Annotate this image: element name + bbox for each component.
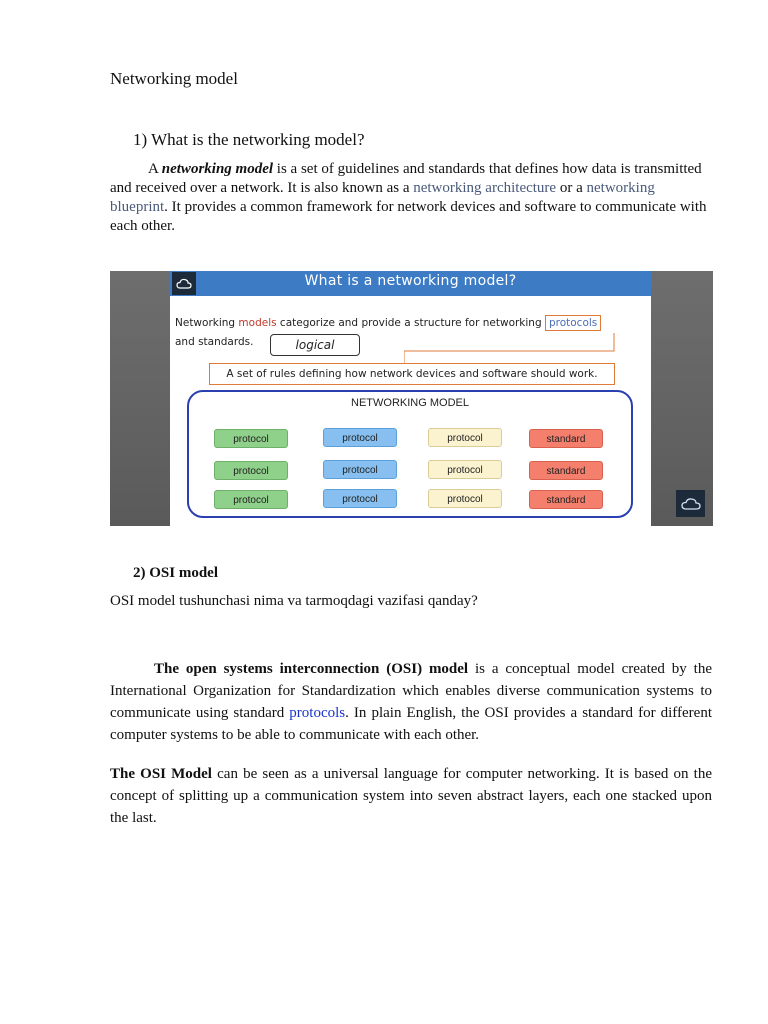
- slide-text-line-1: [175, 317, 601, 329]
- p1-text-a: A: [148, 161, 162, 177]
- p4-text-a: can be seen as a universal language for computer networking. It is based on the concept of splitting up a communication system into seven abstract layers, each one stacked upon the last.: [110, 766, 712, 826]
- model-cell: protocol: [428, 489, 502, 508]
- p1-text-c: or a: [556, 180, 587, 196]
- model-cell: protocol: [323, 428, 397, 447]
- paragraph-osi-definition: [110, 658, 712, 746]
- slide-text: categorize and provide a structure for networking: [276, 317, 545, 329]
- p3-text-a: is a conceptual model created by the International Organization for Standardization which enables diverse communication systems to communicate using standard: [110, 661, 712, 721]
- p3-term: The open systems interconnection (OSI) model: [154, 661, 469, 677]
- model-cell: protocol: [428, 460, 502, 479]
- p1-term: networking model: [161, 161, 274, 177]
- p3-text-b: . In plain English, the OSI provides a standard for different computer systems to be able to communicate with each other.: [110, 705, 712, 743]
- p1-text-d: . It provides a common framework for network devices and software to communicate with each other.: [110, 199, 707, 234]
- p4-term: The OSI Model: [110, 766, 212, 782]
- section-heading-2: 2) OSI model: [133, 565, 219, 581]
- cloud-watermark-icon: [676, 490, 705, 517]
- paragraph-osi-layers: [110, 763, 712, 829]
- slide-word-protocols: protocols: [545, 315, 601, 331]
- model-cell: protocol: [214, 429, 288, 448]
- paragraph-networking-model: [110, 160, 710, 236]
- slide-word-models: models: [238, 317, 277, 329]
- slide-text: Networking: [175, 317, 239, 329]
- slide-text-line-2: and standards.: [175, 336, 254, 348]
- link-networking-architecture[interactable]: networking architecture: [413, 180, 557, 196]
- networking-model-title: NETWORKING MODEL: [351, 397, 469, 409]
- p1-text-b: is a set of guidelines and standards that defines how data is transmitted and received over a network. It is also known as a: [110, 161, 702, 196]
- slide-callout-box: A set of rules defining how network devices and software should work.: [209, 363, 615, 385]
- model-cell: standard: [529, 461, 603, 480]
- model-cell: protocol: [214, 461, 288, 480]
- model-cell: protocol: [428, 428, 502, 447]
- model-cell: protocol: [214, 490, 288, 509]
- document-title: Networking model: [110, 69, 238, 88]
- link-networking-blueprint[interactable]: networking blueprint: [110, 180, 655, 215]
- slide-connector-lines: [404, 333, 615, 363]
- model-cell: standard: [529, 490, 603, 509]
- slide-title: What is a networking model?: [304, 273, 517, 289]
- model-cell: protocol: [323, 460, 397, 479]
- model-cell: protocol: [323, 489, 397, 508]
- link-protocols[interactable]: protocols: [289, 705, 346, 721]
- section-heading-1: 1) What is the networking model?: [133, 130, 365, 149]
- model-cell: standard: [529, 429, 603, 448]
- question-text: OSI model tushunchasi nima va tarmoqdagi vazifasi qanday?: [110, 593, 478, 609]
- slide-logical-bubble: logical: [270, 334, 360, 356]
